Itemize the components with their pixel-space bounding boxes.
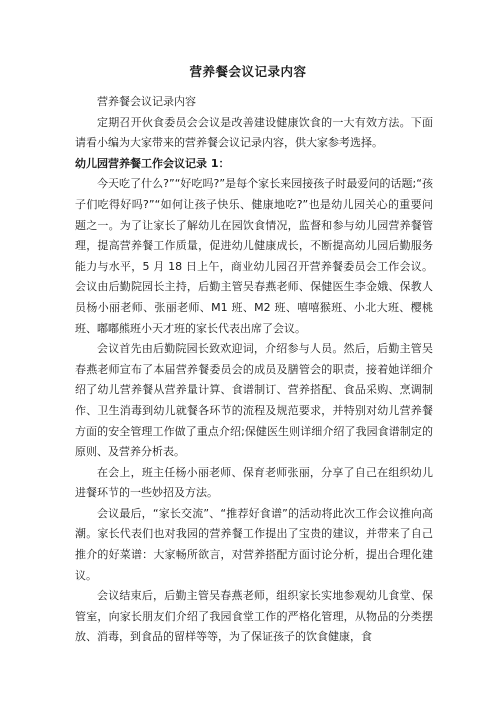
body-paragraph: 会议结束后，后勤主管吴春燕老师，组织家长实地参观幼儿食堂、保管室，向家长朋友们介绍了我园食堂工作的严格化管理，从物品的分类摆放、消毒，到食品的留样等等，为了保证孩子的饮食健康，食 bbox=[75, 589, 433, 644]
body-paragraph: 会议首先由后勤院园长致欢迎词，介绍参与人员。然后，后勤主管吴春燕老师宣布了本届营养餐委员会的成员及膳管会的职责，接着她详细介绍了幼儿营养餐从营养量计算、食谱制订、营养搭配、食品采购、烹调制作、卫生消毒到幼儿就餐各环节的流程及规范要求，并特别对幼儿营养餐方面的安全管理工作做了重点介绍;保健医生则详细介绍了我园食谱制定的原则、及营养分析表。 bbox=[75, 342, 433, 459]
document-body bbox=[75, 92, 433, 648]
body-paragraph: 今天吃了什么?”“好吃吗?”是每个家长来园接孩子时最爱问的话题;“孩子们吃得好吗?”“如何让孩子快乐、健康地吃?”也是幼儿园关心的重要问题之一。为了让家长了解幼儿在园饮食情况，监督和参与幼儿园营养餐管理，提高营养餐工作质量，促进幼儿健康成长，不断提高幼儿园后勤服务能力与水平，5 月 18 日上午，商业幼儿园召开营养餐委员会工作会议。会议由后勤院园长主持，后勤主管吴春燕老师、保健医生李金娥、保教人员杨小丽老师、张丽老师、M1 班、M2 班、嘻嘻猴班、小北大班、樱桃班、嘟嘟熊班小天才班的家长代表出席了会议。 bbox=[75, 177, 433, 335]
intro-paragraph: 定期召开伙食委员会会议是改善建设健康饮食的一大有效方法。下面请看小编为大家带来的营养餐会议记录内容，供大家参考选择。 bbox=[75, 115, 433, 150]
intro-label: 营养餐会议记录内容 bbox=[97, 95, 196, 108]
section-heading: 幼儿园营养餐工作会议记录 1： bbox=[75, 156, 230, 170]
body-paragraph: 在会上，班主任杨小丽老师、保育老师张丽，分享了自己在组织幼儿进餐环节的一些妙招及方法。 bbox=[75, 465, 433, 500]
document-title: 营养餐会议记录内容 bbox=[189, 64, 307, 79]
body-paragraph: 会议最后，“家长交流”、“推荐好食谱”的活动将此次工作会议推向高潮。家长代表们也对我园的营养餐工作提出了宝贵的建议，并带来了自己推介的好菜谱：大家畅所欲言，对营养搭配方面讨论分析，提出合理化建议。 bbox=[75, 506, 433, 582]
